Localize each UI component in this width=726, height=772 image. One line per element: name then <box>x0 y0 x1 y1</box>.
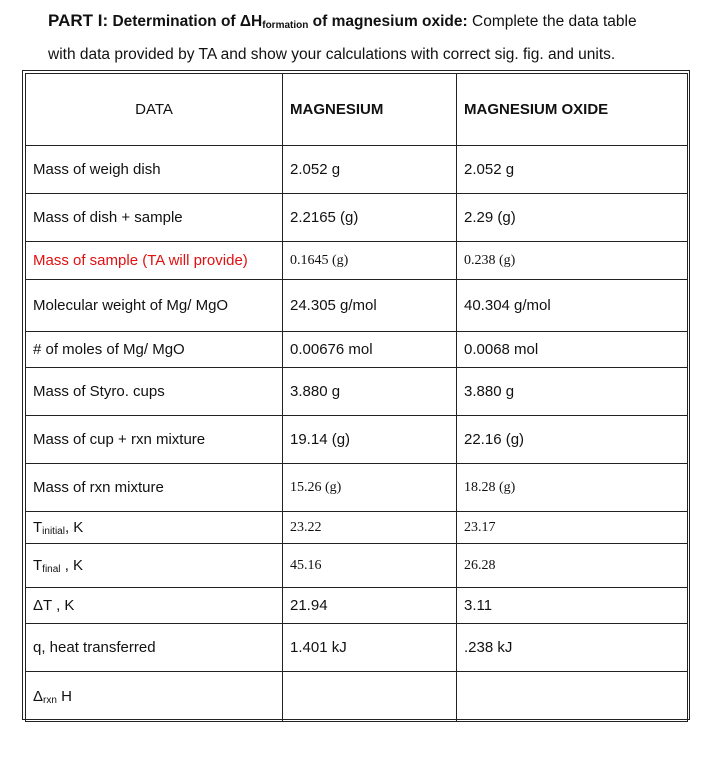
mgo-value: 2.052 g <box>457 146 688 194</box>
header <box>48 6 718 69</box>
table-row <box>26 464 688 512</box>
row-label <box>26 512 283 544</box>
mg-value: 3.880 g <box>283 368 457 416</box>
part-label: PART I: <box>48 11 109 30</box>
instruction-line-2: with data provided by TA and show your calculations with correct sig. fig. and units. <box>48 46 616 63</box>
title-prefix: Determination of ΔH <box>112 13 263 30</box>
row-label: # of moles of Mg/ MgO <box>26 332 283 368</box>
mg-value: 0.1645 (g) <box>283 242 457 280</box>
label-tail: , K <box>64 518 84 536</box>
label-main: T <box>33 518 43 536</box>
table-row <box>26 332 688 368</box>
row-label-highlighted: Mass of sample (TA will provide) <box>26 242 283 280</box>
table-row <box>26 512 688 544</box>
row-label <box>26 544 283 588</box>
table-row <box>26 544 688 588</box>
table-row <box>26 368 688 416</box>
mg-value: 2.2165 (g) <box>283 194 457 242</box>
mgo-value-empty[interactable] <box>457 672 688 722</box>
mg-value-empty[interactable] <box>283 672 457 722</box>
mg-value: 0.00676 mol <box>283 332 457 368</box>
mgo-value: 0.0068 mol <box>457 332 688 368</box>
mgo-value: 23.17 <box>457 512 688 544</box>
row-label: Mass of cup + rxn mixture <box>26 416 283 464</box>
header-magnesium-oxide: MAGNESIUM OXIDE <box>457 74 688 146</box>
mg-value: 24.305 g/mol <box>283 280 457 332</box>
row-label: Mass of weigh dish <box>26 146 283 194</box>
table-row <box>26 194 688 242</box>
mg-value: 23.22 <box>283 512 457 544</box>
table-row <box>26 672 688 722</box>
mgo-value: 22.16 (g) <box>457 416 688 464</box>
mgo-value: 26.28 <box>457 544 688 588</box>
mgo-value: .238 kJ <box>457 624 688 672</box>
mg-value: 19.14 (g) <box>283 416 457 464</box>
data-table-frame <box>22 70 690 720</box>
mg-value: 21.94 <box>283 588 457 624</box>
mg-value: 2.052 g <box>283 146 457 194</box>
mgo-value: 40.304 g/mol <box>457 280 688 332</box>
row-label: Mass of Styro. cups <box>26 368 283 416</box>
mgo-value: 3.880 g <box>457 368 688 416</box>
header-magnesium: MAGNESIUM <box>283 74 457 146</box>
row-label: q, heat transferred <box>26 624 283 672</box>
row-label: ΔT , K <box>26 588 283 624</box>
mgo-value: 3.11 <box>457 588 688 624</box>
label-subscript: final <box>42 563 61 575</box>
label-subscript: rxn <box>43 694 57 706</box>
header-line-1 <box>48 6 718 40</box>
mg-value: 15.26 (g) <box>283 464 457 512</box>
label-tail: H <box>56 687 72 705</box>
row-label: Mass of dish + sample <box>26 194 283 242</box>
label-tail: , K <box>60 556 84 574</box>
mgo-value: 2.29 (g) <box>457 194 688 242</box>
table-row <box>26 624 688 672</box>
label-main: Δ <box>33 687 44 705</box>
header-data: DATA <box>26 74 283 146</box>
table-row <box>26 588 688 624</box>
mg-value: 1.401 kJ <box>283 624 457 672</box>
row-label: Mass of rxn mixture <box>26 464 283 512</box>
table-header-row <box>26 74 688 146</box>
label-main: T <box>33 556 43 574</box>
mgo-value: 18.28 (g) <box>457 464 688 512</box>
mgo-value: 0.238 (g) <box>457 242 688 280</box>
table-row <box>26 242 688 280</box>
data-table <box>25 73 688 722</box>
table-row <box>26 280 688 332</box>
mg-value: 45.16 <box>283 544 457 588</box>
row-label <box>26 672 283 722</box>
instruction-line-1: Complete the data table <box>472 13 637 30</box>
title-suffix: of magnesium oxide: <box>312 13 468 30</box>
table-row <box>26 146 688 194</box>
title-subscript: formation <box>262 20 309 31</box>
table-row <box>26 416 688 464</box>
row-label: Molecular weight of Mg/ MgO <box>26 280 283 332</box>
label-subscript: initial <box>42 525 65 537</box>
